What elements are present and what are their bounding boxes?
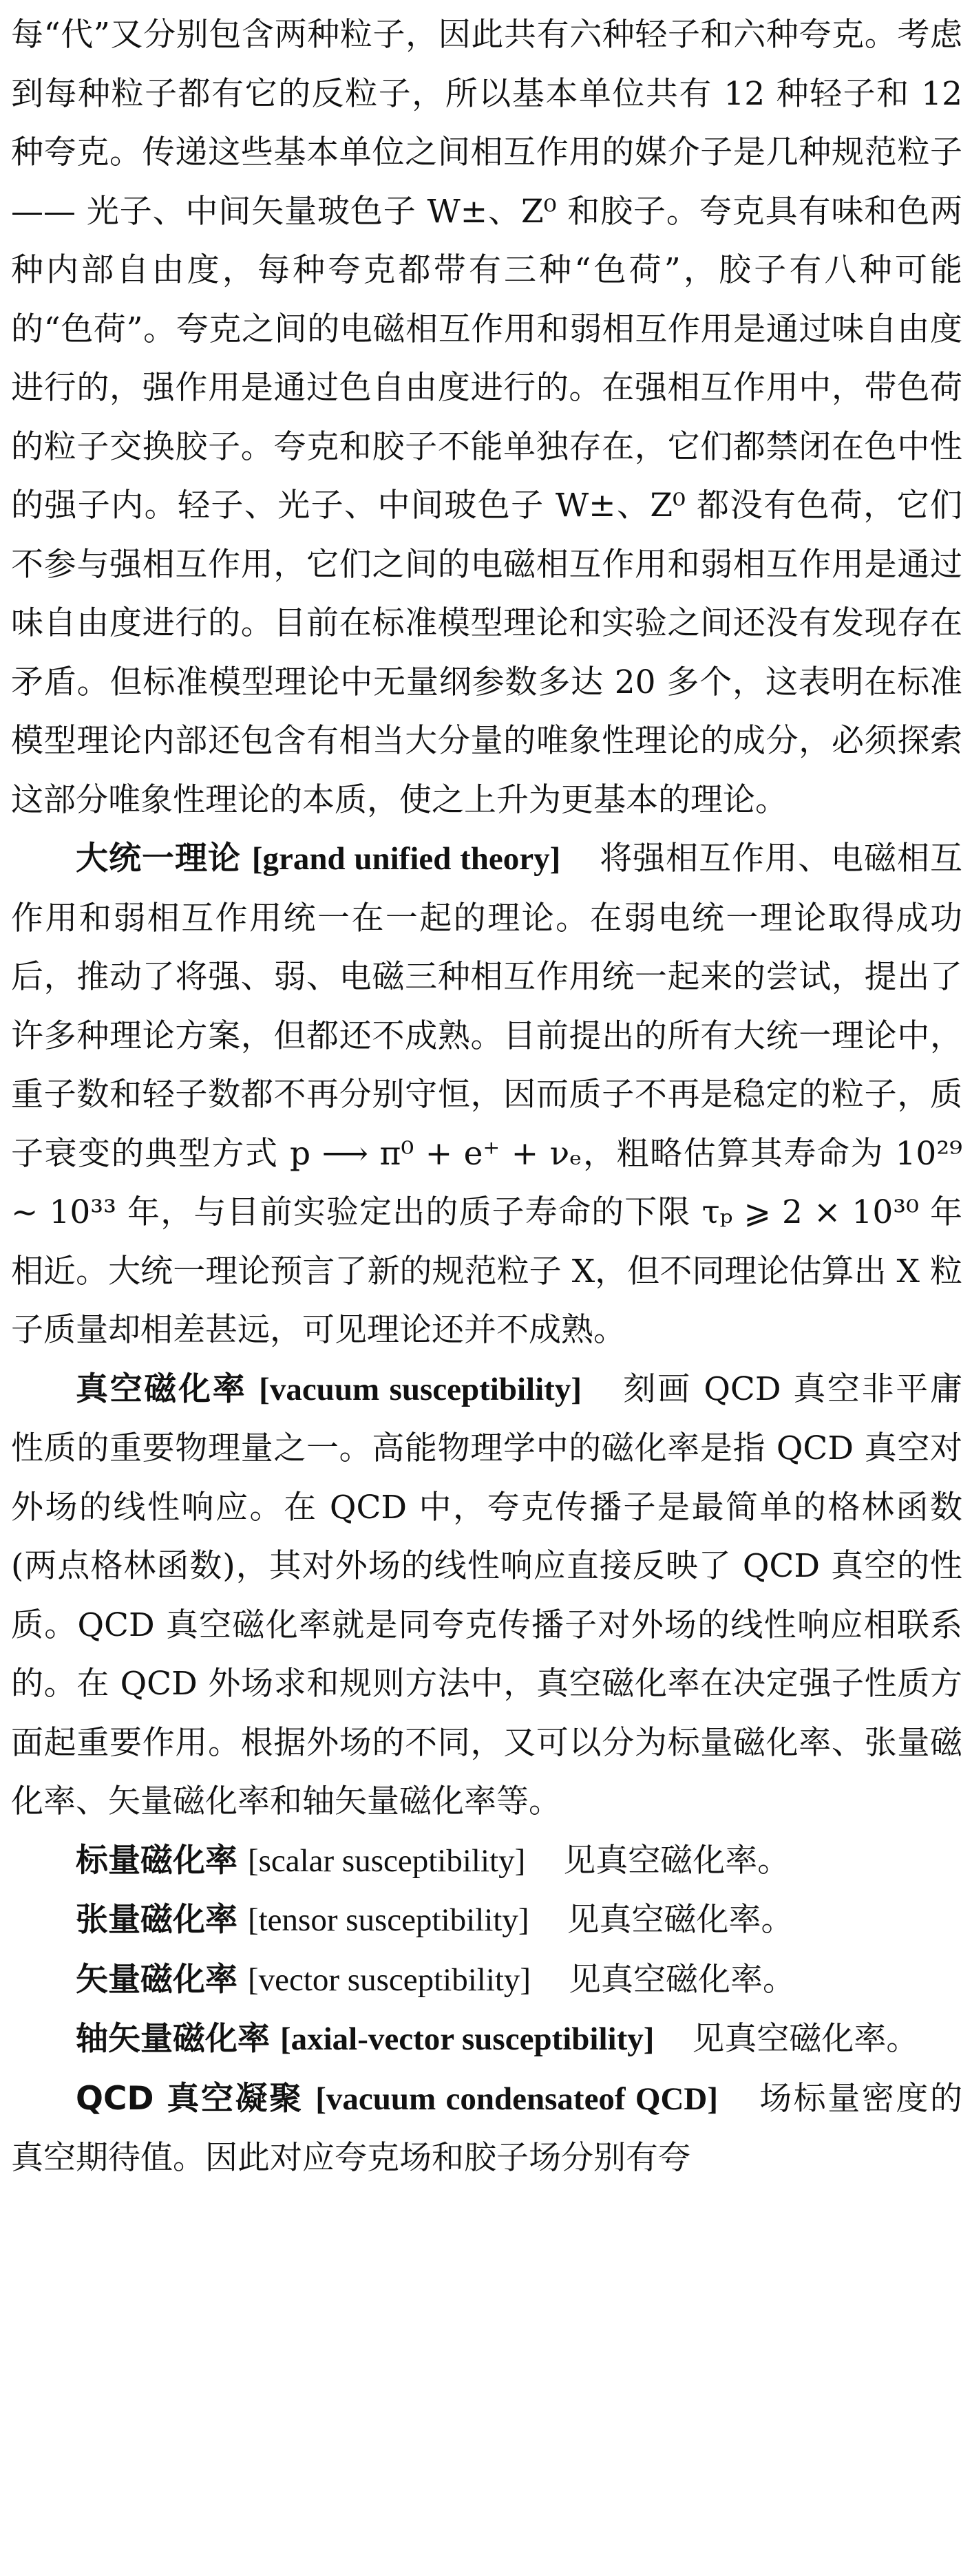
entry-vacuum-susceptibility [11, 1360, 962, 1831]
entry-term: 真空磁化率 [76, 1370, 247, 1408]
entry-grand-unified-theory [11, 829, 962, 1360]
entry-scalar-susceptibility [11, 1831, 962, 1891]
entry-tensor-susceptibility [11, 1891, 962, 1950]
entry-english: [scalar susceptibility] [247, 1842, 526, 1879]
entry-english: [vacuum susceptibility] [259, 1371, 582, 1407]
entry-english: [grand unified theory] [251, 841, 561, 877]
entry-english: [vector susceptibility] [247, 1961, 531, 1998]
entry-axial-vector-susceptibility [11, 2010, 962, 2069]
entry-body: 刻画 QCD 真空非平庸性质的重要物理量之一。高能物理学中的磁化率是指 QCD 真空对外场的线性响应。在 QCD 中，夸克传播子是最简单的格林函数 (两点格林函数)，其对外场的线性响应直接反映了 QCD 真空的性质。QCD 真空磁化率就是同夸克传播子对外场的线性响应相联系的。在 QCD 外场求和规则方法中，真空磁化率在决定强子性质方面起重要作用。根据外场的不同，又可以分为标量磁化率、张量磁化率、矢量磁化率和轴矢量磁化率等。 [11, 1370, 963, 1820]
entry-term: 大统一理论 [76, 840, 241, 877]
entry-term: 轴矢量磁化率 [76, 2020, 270, 2058]
intro-paragraph: 每“代”又分别包含两种粒子，因此共有六种轻子和六种夸克。考虑到每种粒子都有它的反粒子，所以基本单位共有 12 种轻子和 12 种夸克。传递这些基本单位之间相互作用的媒介子是几种规范粒子 —— 光子、中间矢量玻色子 W±、Z⁰ 和胶子。夸克具有味和色两种内部自由度，每种夸克都带有三种“色荷”，胶子有八种可能的“色荷”。夸克之间的电磁相互作用和弱相互作用是通过味自由度进行的，强作用是通过色自由度进行的。在强相互作用中，带色荷的粒子交换胶子。夸克和胶子不能单独存在，它们都禁闭在色中性的强子内。轻子、光子、中间玻色子 W±、Z⁰ 都没有色荷，它们不参与强相互作用，它们之间的电磁相互作用和弱相互作用是通过味自由度进行的。目前在标准模型理论和实验之间还没有发现存在矛盾。但标准模型理论中无量纲参数多达 20 多个，这表明在标准模型理论内部还包含有相当大分量的唯象性理论的成分，必须探索这部分唯象性理论的本质，使之上升为更基本的理论。 [11, 16, 962, 819]
entry-english: [axial-vector susceptibility] [279, 2021, 655, 2057]
entry-english: [vacuum condensateof QCD] [315, 2080, 718, 2117]
entry-term: 标量磁化率 [76, 1841, 237, 1880]
entry-vector-susceptibility [11, 1950, 962, 2010]
entry-body: 场标量密度的真空期待值。因此对应夸克场和胶子场分别有夸 [11, 2079, 962, 2177]
entry-body: 将强相互作用、电磁相互作用和弱相互作用统一在一起的理论。在弱电统一理论取得成功后，推动了将强、弱、电磁三种相互作用统一起来的尝试，提出了许多种理论方案，但都还不成熟。目前提出的所有大统一理论中，重子数和轻子数都不再分别守恒，因而质子不再是稳定的粒子，质子衰变的典型方式 p ⟶ π⁰ + e⁺ + νₑ，粗略估算其寿命为 10²⁹ ~ 10³³ 年，与目前实验定出的质子寿命的下限 τₚ ⩾ 2 × 10³⁰ 年相近。大统一理论预言了新的规范粒子 X，但不同理论估算出 X 粒子质量却相差甚远，可见理论还并不成熟。 [11, 840, 962, 1349]
entry-english: [tensor susceptibility] [247, 1902, 529, 1938]
entry-body: 见真空磁化率。 [563, 1841, 790, 1880]
entry-body: 见真空磁化率。 [692, 2020, 919, 2058]
entry-term: QCD 真空凝聚 [76, 2079, 304, 2118]
entry-body: 见真空磁化率。 [567, 1901, 794, 1939]
entry-term: 矢量磁化率 [76, 1960, 237, 1999]
entry-term: 张量磁化率 [76, 1901, 237, 1939]
entry-body: 见真空磁化率。 [569, 1960, 796, 1999]
entry-qcd-vacuum-condensate [11, 2069, 962, 2188]
